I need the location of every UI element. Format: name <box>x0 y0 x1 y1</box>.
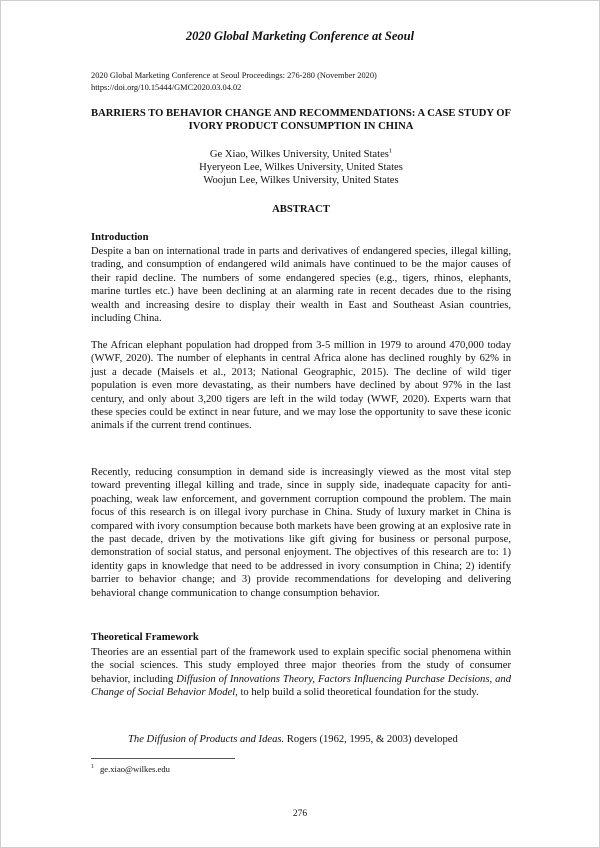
introduction-paragraph-3: Recently, reducing consumption in demand side is increasingly viewed as the most vital step toward preventing illegal killing and trade, since in supply side, inadequate capacity for anti-poaching, weak law enforcement, and government corruption compound the problem. The main focus of this research is on illegal ivory purchase in China. Study of luxury market in China is compared with ivory consumption because both markets have been growing at an explosive rate in the past decade, driven by the motivations like gift giving for business or personal purpose, demonstration of social status, and personal enjoyment. The objectives of this research are to: 1) identity gaps in knowledge that need to be addressed in ivory consumption in China; 2) identify barrier to behavior change; and 3) provide recommendations for developing and delivering behavioral change communication to change consumption behavior. <box>91 467 511 599</box>
introduction-paragraph-2: The African elephant population had dropped from 3-5 million in 1979 to around 470,000 today (WWF, 2020). The number of elephants in central Africa alone has declined roughly by 62% in just a decade (Maisels et al., 2013; National Geographic, 2015). The decline of wild tiger population is even more devastating, as their numbers have declined by about 97% in the last century, and only about 3,200 tigers are left in the wild today (WWF, 2020). Experts warn that these species could be extinct in near future, and we may lose the opportunity to save these iconic animals if the current trend continues. <box>91 340 511 432</box>
author-line: Ge Xiao, Wilkes University, United States$^1$ <box>209 147 393 160</box>
proceedings-info <box>91 70 511 93</box>
framework-paragraph-1: Theories are an essential part of the framework used to explain specific social phenomena within the social sciences. This study employed three major theories from the study of consumer behavior, including Diffusion of Innovations Theory, Factors Influencing Purchase Decisions, and Change of Social Behavior Model, to help build a solid theoretical foundation for the study. <box>91 647 511 699</box>
abstract-heading: ABSTRACT <box>272 204 330 215</box>
framework-heading: Theoretical Framework <box>91 632 199 643</box>
paper-title: BARRIERS TO BEHAVIOR CHANGE AND RECOMMENDATIONS: A CASE STUDY OF IVORY PRODUCT CONSUMPTION IN CHINA <box>91 108 511 132</box>
author-email[interactable]: ge.xiao@wilkes.edu <box>100 764 170 774</box>
theories-list: Diffusion of Innovations Theory, Factors Influencing Purchase Decisions, and Change of Social Behavior Model, <box>91 673 511 699</box>
page-number: 276 <box>292 809 308 819</box>
author-line: Hyeryeon Lee, Wilkes University, United States <box>199 162 403 173</box>
footnote-divider <box>91 758 235 759</box>
author-line: Woojun Lee, Wilkes University, United States <box>203 175 399 186</box>
footnote-marker[interactable]: 1 <box>388 147 393 155</box>
framework-paragraph-2: The Diffusion of Products and Ideas. Rogers (1962, 1995, & 2003) developed <box>128 734 458 745</box>
running-header: 2020 Global Marketing Conference at Seoul <box>185 29 415 43</box>
introduction-paragraph-1: Despite a ban on international trade in parts and derivatives of endangered species, illegal killing, trading, and consumption of endangered wild animals have continued to be the major causes of their rapid decline. The numbers of some endangered species (e.g., tigers, rhinos, elephants, marine turtles etc.) have been declining at an alarming rate in recent decades due to the rising wealth and increasing desire to display their wealth in East and Southeast Asian countries, including China. <box>91 246 511 325</box>
author-list <box>91 148 511 187</box>
subsection-title: The Diffusion of Products and Ideas. <box>128 734 285 745</box>
doi-link[interactable]: https://doi.org/10.15444/GMC2020.03.04.02 <box>91 82 242 92</box>
proceedings-citation: 2020 Global Marketing Conference at Seoul Proceedings: 276-280 (November 2020) <box>91 71 377 80</box>
footnote: $^1$ ge.xiao@wilkes.edu <box>91 764 170 774</box>
introduction-heading: Introduction <box>91 232 149 243</box>
